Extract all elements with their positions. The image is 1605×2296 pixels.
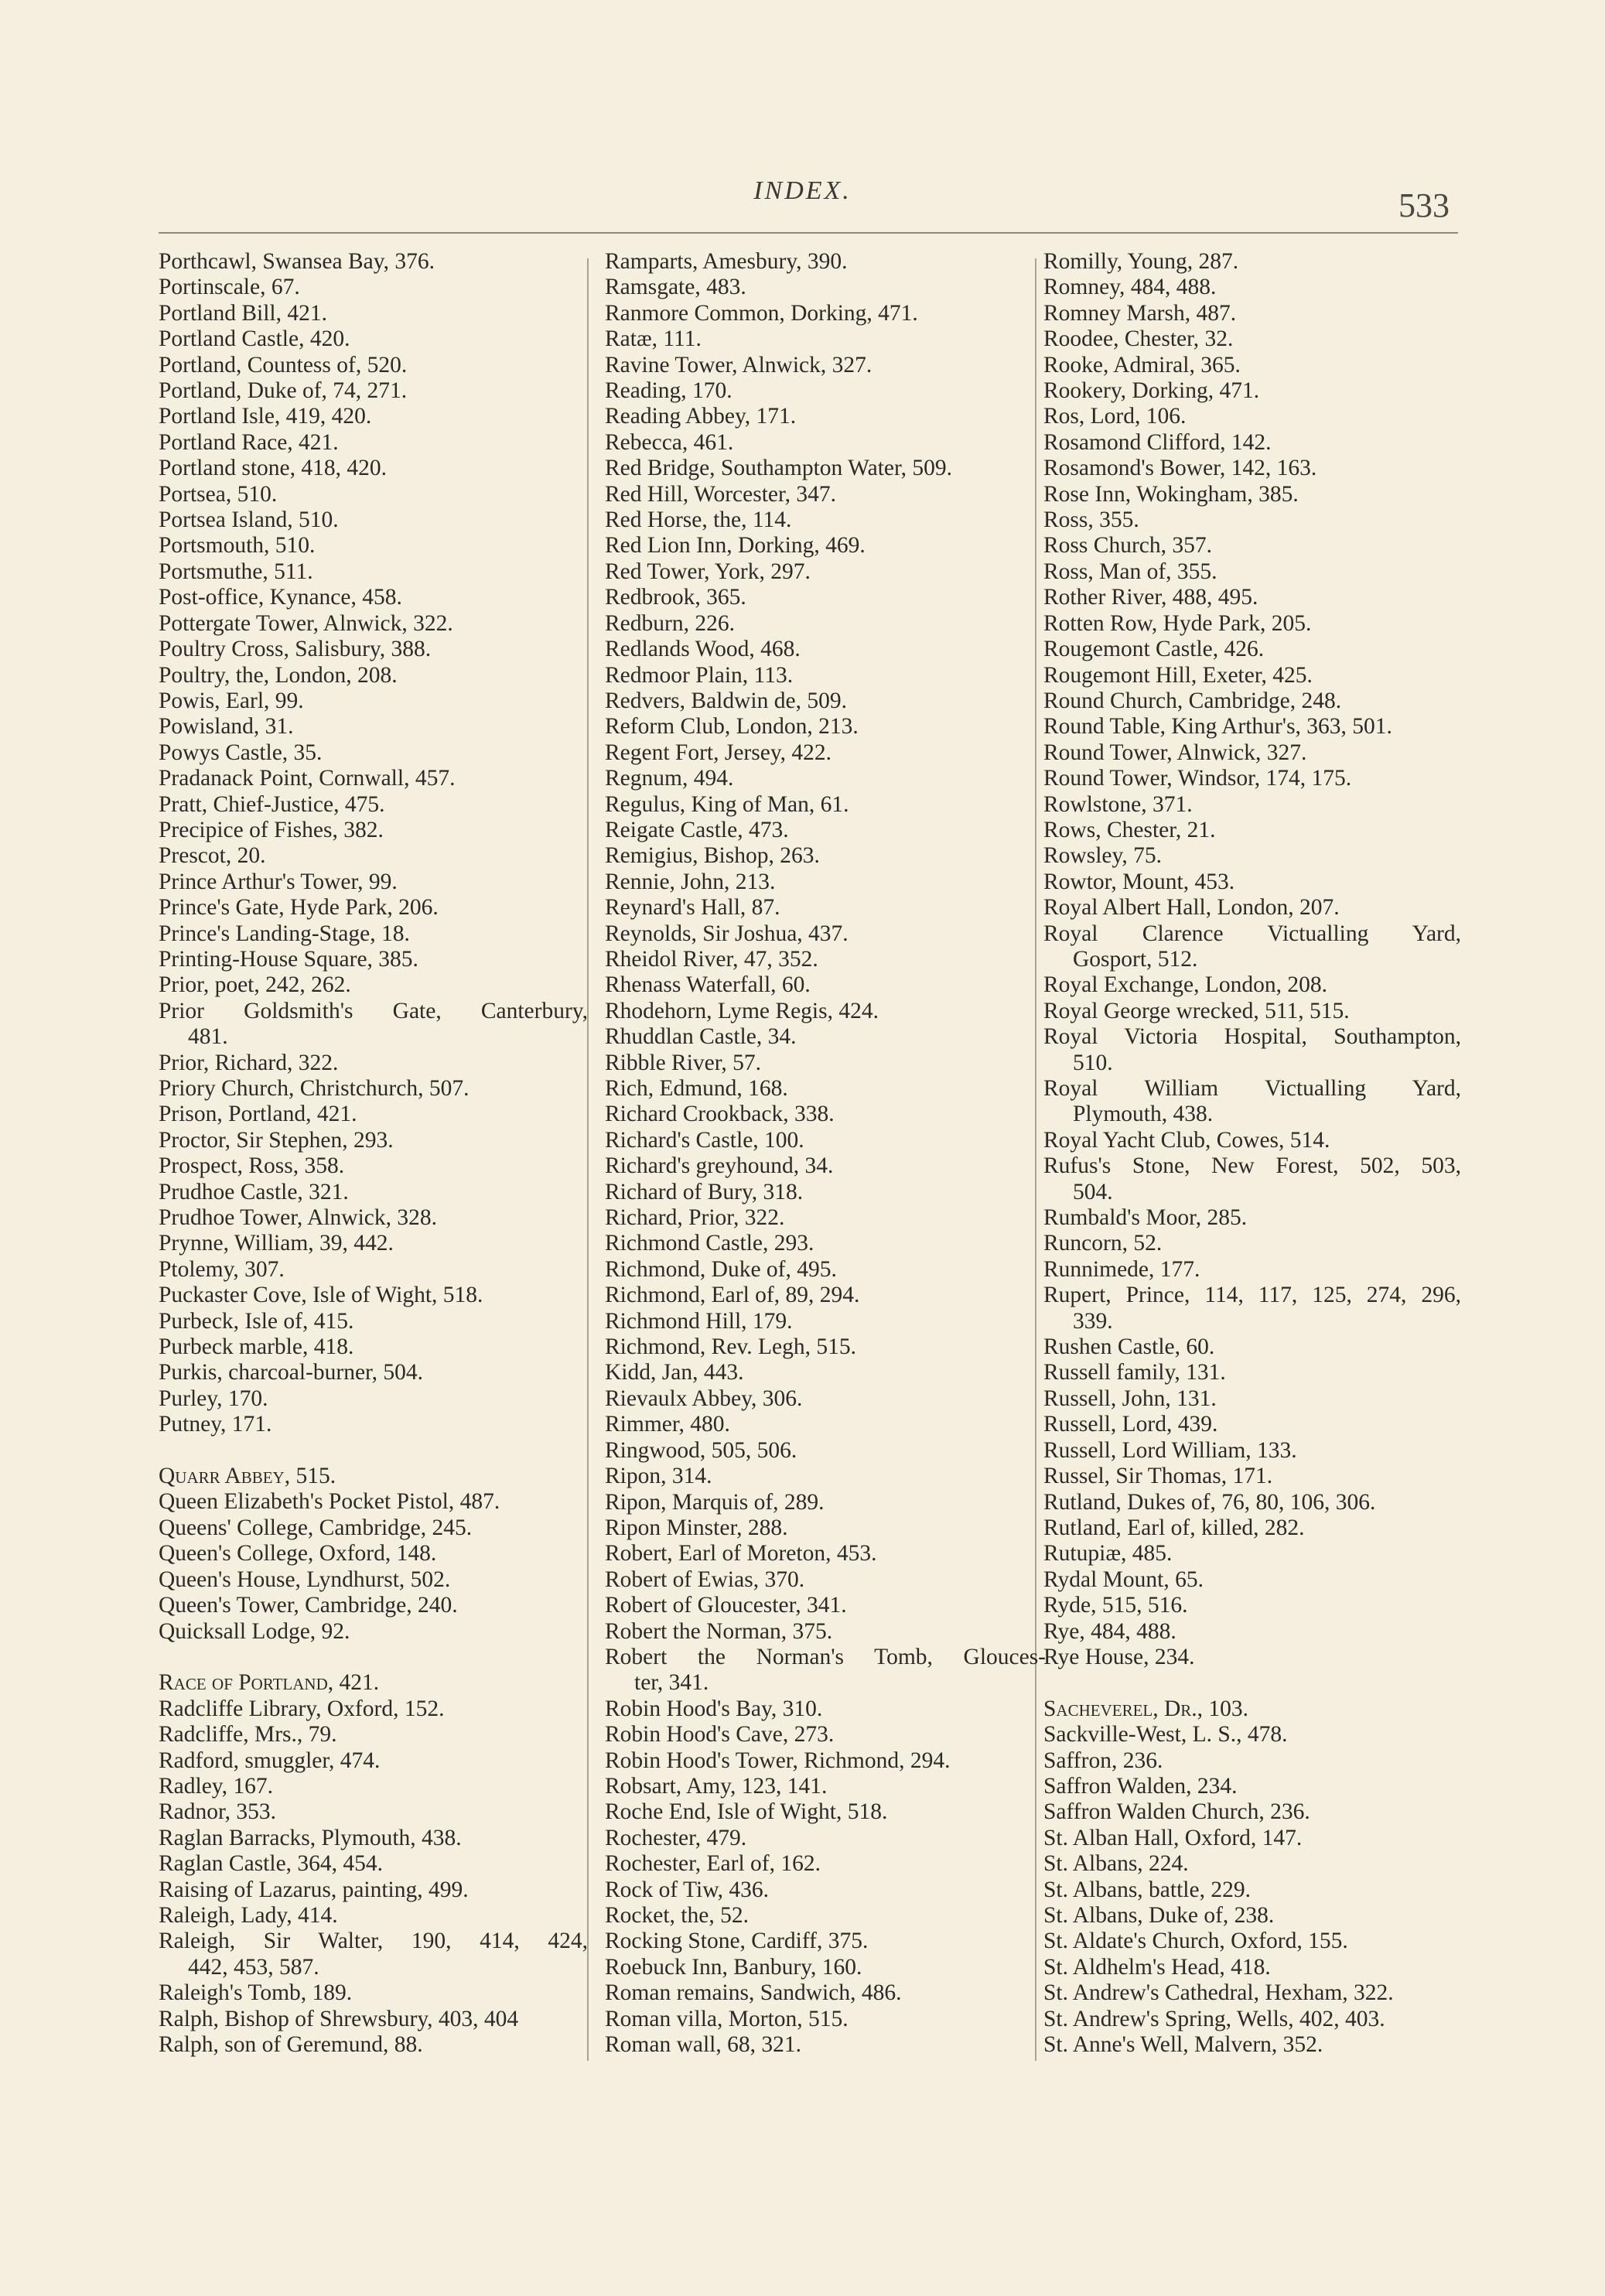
- index-entry: Kidd, Jan, 443.: [605, 1360, 744, 1385]
- index-entry: Rhodehorn, Lyme Regis, 424.: [605, 998, 879, 1023]
- index-entry: Robert of Ewias, 370.: [605, 1567, 805, 1592]
- index-entry: Raglan Castle, 364, 454.: [159, 1851, 384, 1877]
- index-entry: Purbeck, Isle of, 415.: [159, 1308, 354, 1334]
- index-entry: Red Horse, the, 114.: [605, 507, 792, 533]
- index-entry: Radcliffe Library, Oxford, 152.: [159, 1696, 445, 1721]
- index-entry: Redmoor Plain, 113.: [605, 662, 794, 688]
- index-entry: Robert, Earl of Moreton, 453.: [605, 1541, 877, 1567]
- index-entry: Quicksall Lodge, 92.: [159, 1618, 350, 1644]
- index-entry: Rebecca, 461.: [605, 429, 734, 455]
- index-entry: Richard of Bury, 318.: [605, 1179, 804, 1204]
- index-entry: Rougemont Hill, Exeter, 425.: [1043, 662, 1313, 688]
- index-entry: Romilly, Young, 287.: [1043, 249, 1239, 274]
- index-entry: Rosamond Clifford, 142.: [1043, 429, 1272, 455]
- index-entry: Rydal Mount, 65.: [1043, 1567, 1204, 1592]
- index-entry: Red Hill, Worcester, 347.: [605, 481, 837, 507]
- index-entry: Ravine Tower, Alnwick, 327.: [605, 352, 873, 378]
- index-entry: Ripon, 314.: [605, 1464, 712, 1489]
- index-entry: Portland, Countess of, 520.: [159, 352, 408, 378]
- index-entry: Redburn, 226.: [605, 610, 735, 636]
- index-entry: Remigius, Bishop, 263.: [605, 843, 820, 869]
- index-entry: Portsmuthe, 511.: [159, 559, 313, 584]
- index-entry: Portland Castle, 420.: [159, 326, 350, 352]
- running-head-title: INDEX.: [753, 176, 852, 205]
- index-entry: Proctor, Sir Stephen, 293.: [159, 1127, 394, 1153]
- index-entry: Rookery, Dorking, 471.: [1043, 378, 1260, 404]
- index-entry: Portland, Duke of, 74, 271.: [159, 378, 408, 404]
- index-entry: Radnor, 353.: [159, 1799, 277, 1825]
- index-entry: Rutupiæ, 485.: [1043, 1541, 1173, 1567]
- index-entry: Rosamond's Bower, 142, 163.: [1043, 456, 1317, 481]
- index-entry: Ptolemy, 307.: [159, 1256, 285, 1282]
- index-entry: Round Church, Cambridge, 248.: [1043, 688, 1342, 713]
- index-entry: Ramsgate, 483.: [605, 275, 746, 300]
- index-entry: Prison, Portland, 421.: [159, 1102, 357, 1127]
- index-entry: Queens' College, Cambridge, 245.: [159, 1515, 473, 1540]
- index-entry: Ranmore Common, Dorking, 471.: [605, 300, 918, 326]
- index-entry: 339.: [1073, 1308, 1113, 1334]
- index-entry: St. Anne's Well, Malvern, 352.: [1043, 2032, 1323, 2058]
- index-entry: Rocking Stone, Cardiff, 375.: [605, 1929, 869, 1954]
- index-entry: Robert the Norman's Tomb, Glouces-: [605, 1644, 1046, 1669]
- index-entry: Ross Church, 357.: [1043, 533, 1212, 559]
- index-entry: Powisland, 31.: [159, 714, 294, 740]
- index-entry: Rhuddlan Castle, 34.: [605, 1024, 797, 1050]
- index-entry: Sackville-West, L. S., 478.: [1043, 1722, 1288, 1748]
- index-entry: Regnum, 494.: [605, 766, 734, 791]
- index-entry: Precipice of Fishes, 382.: [159, 817, 384, 842]
- index-entry: Ross, Man of, 355.: [1043, 559, 1217, 584]
- index-entry: 481.: [188, 1024, 228, 1050]
- index-column-2: [605, 249, 1046, 2058]
- index-entry: Reading Abbey, 171.: [605, 404, 797, 429]
- index-entry: Rowsley, 75.: [1043, 843, 1162, 869]
- index-entry: Prospect, Ross, 358.: [159, 1153, 345, 1179]
- index-entry: Rose Inn, Wokingham, 385.: [1043, 481, 1299, 507]
- index-entry: Rievaulx Abbey, 306.: [605, 1385, 803, 1411]
- index-entry: Raglan Barracks, Plymouth, 438.: [159, 1825, 462, 1850]
- index-entry: Powis, Earl, 99.: [159, 688, 304, 713]
- index-entry: Roman remains, Sandwich, 486.: [605, 1980, 902, 2006]
- index-entry: Round Tower, Windsor, 174, 175.: [1043, 766, 1352, 791]
- index-entry: Prince Arthur's Tower, 99.: [159, 869, 398, 894]
- index-entry: Richmond Castle, 293.: [605, 1231, 814, 1256]
- index-entry: Prior, Richard, 322.: [159, 1050, 339, 1075]
- index-entry: Queen's College, Oxford, 148.: [159, 1541, 437, 1567]
- index-entry: Portsea Island, 510.: [159, 507, 339, 533]
- header-rule: [159, 232, 1458, 234]
- index-entry: Ross, 355.: [1043, 507, 1139, 533]
- index-entry: Richard, Prior, 322.: [605, 1205, 785, 1231]
- index-entry: Prescot, 20.: [159, 843, 266, 869]
- index-entry: Queen Elizabeth's Pocket Pistol, 487.: [159, 1489, 500, 1515]
- index-entry: Radley, 167.: [159, 1773, 274, 1799]
- index-entry: Race of Portland, 421.: [159, 1670, 380, 1696]
- index-entry: Reynolds, Sir Joshua, 437.: [605, 921, 849, 946]
- index-entry: Ramparts, Amesbury, 390.: [605, 249, 848, 274]
- index-entry: ter, 341.: [634, 1670, 709, 1696]
- index-entry: Rufus's Stone, New Forest, 502, 503,: [1043, 1153, 1461, 1179]
- index-entry: Portsmouth, 510.: [159, 533, 316, 559]
- index-entry: Rye House, 234.: [1043, 1644, 1195, 1669]
- index-entry: Royal Victoria Hospital, Southampton,: [1043, 1024, 1461, 1050]
- index-entry: Richmond Hill, 179.: [605, 1308, 793, 1334]
- index-entry: Redlands Wood, 468.: [605, 637, 801, 662]
- index-entry: Portsea, 510.: [159, 481, 278, 507]
- index-entry: Russell, Lord William, 133.: [1043, 1437, 1297, 1463]
- index-entry: Rochester, Earl of, 162.: [605, 1851, 821, 1877]
- index-entry: Pradanack Point, Cornwall, 457.: [159, 766, 456, 791]
- index-entry: Royal Albert Hall, London, 207.: [1043, 895, 1340, 921]
- index-entry: Regulus, King of Man, 61.: [605, 791, 849, 817]
- index-entry: Rocket, the, 52.: [605, 1903, 749, 1928]
- index-entry: Runnimede, 177.: [1043, 1256, 1200, 1282]
- index-entry: Roman wall, 68, 321.: [605, 2032, 802, 2058]
- index-entry: St. Aldhelm's Head, 418.: [1043, 1954, 1271, 1980]
- index-entry: Redvers, Baldwin de, 509.: [605, 688, 847, 713]
- index-entry: Russell, Lord, 439.: [1043, 1412, 1218, 1437]
- index-entry: Roman villa, Morton, 515.: [605, 2006, 849, 2031]
- index-entry: Ratæ, 111.: [605, 326, 702, 352]
- index-entry: Raleigh, Sir Walter, 190, 414, 424,: [159, 1929, 588, 1954]
- index-entry: Raleigh's Tomb, 189.: [159, 1980, 353, 2006]
- index-entry: Romney Marsh, 487.: [1043, 300, 1237, 326]
- index-entry: St. Andrew's Cathedral, Hexham, 322.: [1043, 1980, 1394, 2006]
- index-entry: Rutland, Earl of, killed, 282.: [1043, 1515, 1305, 1540]
- index-entry: Red Lion Inn, Dorking, 469.: [605, 533, 866, 559]
- index-entry: Prince's Gate, Hyde Park, 206.: [159, 895, 439, 921]
- index-column-3: [1043, 249, 1461, 2058]
- index-entry: Puckaster Cove, Isle of Wight, 518.: [159, 1283, 483, 1308]
- index-entry: Rochester, 479.: [605, 1825, 747, 1850]
- index-entry: Rupert, Prince, 114, 117, 125, 274, 296,: [1043, 1283, 1461, 1308]
- index-entry: St. Albans, battle, 229.: [1043, 1877, 1251, 1902]
- index-entry: 504.: [1073, 1179, 1113, 1204]
- index-entry: Plymouth, 438.: [1073, 1102, 1214, 1127]
- index-entry: Royal Yacht Club, Cowes, 514.: [1043, 1127, 1330, 1153]
- index-entry: Prynne, William, 39, 442.: [159, 1231, 394, 1256]
- index-entry: Prince's Landing-Stage, 18.: [159, 921, 410, 946]
- index-entry: Priory Church, Christchurch, 507.: [159, 1076, 470, 1101]
- index-entry: Rimmer, 480.: [605, 1412, 730, 1437]
- index-entry: Raising of Lazarus, painting, 499.: [159, 1877, 469, 1902]
- index-entry: Rows, Chester, 21.: [1043, 817, 1216, 842]
- index-entry: Queen's House, Lyndhurst, 502.: [159, 1567, 451, 1592]
- index-entry: Romney, 484, 488.: [1043, 275, 1217, 300]
- index-entry: Prudhoe Castle, 321.: [159, 1179, 349, 1204]
- index-entry: Portland stone, 418, 420.: [159, 456, 387, 481]
- index-entry: Roodee, Chester, 32.: [1043, 326, 1234, 352]
- index-entry: Putney, 171.: [159, 1412, 272, 1437]
- index-entry: Rock of Tiw, 436.: [605, 1877, 770, 1902]
- index-entry: Rutland, Dukes of, 76, 80, 106, 306.: [1043, 1489, 1376, 1515]
- index-entry: Ringwood, 505, 506.: [605, 1437, 797, 1463]
- index-entry: Prudhoe Tower, Alnwick, 328.: [159, 1205, 438, 1231]
- index-entry: Rougemont Castle, 426.: [1043, 637, 1265, 662]
- index-entry: Rotten Row, Hyde Park, 205.: [1043, 610, 1312, 636]
- index-entry: Russell family, 131.: [1043, 1360, 1226, 1385]
- index-entry: Rich, Edmund, 168.: [605, 1076, 788, 1101]
- index-entry: Ralph, son of Geremund, 88.: [159, 2032, 423, 2057]
- index-entry: Rye, 484, 488.: [1043, 1618, 1176, 1644]
- index-entry: Sacheverel, Dr., 103.: [1043, 1696, 1249, 1721]
- index-entry: Portland Race, 421.: [159, 429, 339, 455]
- index-entry: Roebuck Inn, Banbury, 160.: [605, 1954, 862, 1980]
- index-entry: Red Tower, York, 297.: [605, 559, 811, 584]
- index-entry: Radford, smuggler, 474.: [159, 1748, 381, 1773]
- index-entry: Redbrook, 365.: [605, 585, 746, 610]
- index-entry: Reigate Castle, 473.: [605, 817, 789, 842]
- index-entry: Saffron Walden, 234.: [1043, 1773, 1238, 1799]
- index-entry: Robert the Norman, 375.: [605, 1618, 833, 1644]
- index-entry: Rhenass Waterfall, 60.: [605, 972, 811, 998]
- index-entry: Rowlstone, 371.: [1043, 791, 1193, 817]
- index-entry: Radcliffe, Mrs., 79.: [159, 1722, 337, 1748]
- index-entry: Portland Bill, 421.: [159, 300, 327, 326]
- index-entry: Royal Exchange, London, 208.: [1043, 972, 1328, 998]
- index-entry: Ripon, Marquis of, 289.: [605, 1489, 825, 1515]
- index-entry: Gosport, 512.: [1073, 946, 1198, 972]
- index-entry: Rowtor, Mount, 453.: [1043, 869, 1235, 894]
- index-entry: Poultry, the, London, 208.: [159, 662, 398, 688]
- index-entry: Quarr Abbey, 515.: [159, 1464, 336, 1489]
- index-entry: Royal George wrecked, 511, 515.: [1043, 998, 1350, 1023]
- index-entry: Regent Fort, Jersey, 422.: [605, 740, 832, 765]
- index-entry: Royal William Victualling Yard,: [1043, 1076, 1461, 1101]
- index-entry: Purley, 170.: [159, 1385, 268, 1411]
- index-entry: Poultry Cross, Salisbury, 388.: [159, 637, 432, 662]
- index-entry: Rushen Castle, 60.: [1043, 1334, 1215, 1360]
- index-entry: Post-office, Kynance, 458.: [159, 585, 402, 610]
- index-entry: Red Bridge, Southampton Water, 509.: [605, 456, 952, 481]
- index-entry: Reform Club, London, 213.: [605, 714, 859, 740]
- index-entry: Prior Goldsmith's Gate, Canterbury,: [159, 998, 588, 1023]
- index-column-1: [159, 249, 588, 2058]
- index-entry: Richmond, Earl of, 89, 294.: [605, 1283, 860, 1308]
- index-entry: Robsart, Amy, 123, 141.: [605, 1773, 828, 1799]
- index-entry: Powys Castle, 35.: [159, 740, 323, 765]
- index-entry: Richard's Castle, 100.: [605, 1127, 804, 1153]
- index-entry: Portland Isle, 419, 420.: [159, 404, 372, 429]
- index-entry: Portinscale, 67.: [159, 275, 300, 300]
- index-entry: Raleigh, Lady, 414.: [159, 1902, 338, 1928]
- index-entry: Roche End, Isle of Wight, 518.: [605, 1799, 888, 1825]
- index-entry: Ribble River, 57.: [605, 1050, 762, 1075]
- index-entry: Rumbald's Moor, 285.: [1043, 1205, 1248, 1231]
- index-entry: Richmond, Duke of, 495.: [605, 1256, 837, 1282]
- index-entry: Runcorn, 52.: [1043, 1231, 1163, 1256]
- index-entry: Ryde, 515, 516.: [1043, 1593, 1188, 1618]
- index-entry: St. Andrew's Spring, Wells, 402, 403.: [1043, 2006, 1385, 2031]
- index-entry: Purkis, charcoal-burner, 504.: [159, 1360, 424, 1385]
- index-entry: Porthcawl, Swansea Bay, 376.: [159, 249, 435, 274]
- index-entry: Rennie, John, 213.: [605, 869, 776, 894]
- index-entry: 442, 453, 587.: [188, 1954, 319, 1980]
- index-entry: St. Albans, Duke of, 238.: [1043, 1902, 1275, 1928]
- index-entry: Round Tower, Alnwick, 327.: [1043, 740, 1307, 765]
- index-entry: St. Albans, 224.: [1043, 1851, 1189, 1877]
- index-entry: Robin Hood's Bay, 310.: [605, 1696, 823, 1721]
- index-entry: Ralph, Bishop of Shrewsbury, 403, 404: [159, 2006, 519, 2031]
- index-entry: Richard Crookback, 338.: [605, 1102, 835, 1127]
- index-entry: Ros, Lord, 106.: [1043, 404, 1187, 429]
- index-entry: Richmond, Rev. Legh, 515.: [605, 1334, 857, 1360]
- index-entry: Russel, Sir Thomas, 171.: [1043, 1464, 1273, 1489]
- index-entry: Royal Clarence Victualling Yard,: [1043, 921, 1461, 946]
- index-entry: Purbeck marble, 418.: [159, 1334, 354, 1360]
- index-entry: Russell, John, 131.: [1043, 1385, 1217, 1411]
- index-entry: Queen's Tower, Cambridge, 240.: [159, 1593, 458, 1618]
- index-entry: Rother River, 488, 495.: [1043, 585, 1258, 610]
- index-entry: Saffron Walden Church, 236.: [1043, 1799, 1310, 1825]
- index-entry: Saffron, 236.: [1043, 1748, 1163, 1773]
- index-entry: St. Aldate's Church, Oxford, 155.: [1043, 1929, 1348, 1954]
- index-entry: Robin Hood's Tower, Richmond, 294.: [605, 1748, 951, 1773]
- index-entry: Pratt, Chief-Justice, 475.: [159, 791, 385, 817]
- index-entry: Robert of Gloucester, 341.: [605, 1593, 847, 1618]
- index-entry: Ripon Minster, 288.: [605, 1515, 788, 1540]
- index-entry: St. Alban Hall, Oxford, 147.: [1043, 1825, 1303, 1850]
- index-entry: Richard's greyhound, 34.: [605, 1153, 834, 1179]
- index-entry: Printing-House Square, 385.: [159, 946, 418, 972]
- index-entry: Pottergate Tower, Alnwick, 322.: [159, 610, 453, 636]
- index-entry: Robin Hood's Cave, 273.: [605, 1722, 835, 1748]
- index-entry: Rooke, Admiral, 365.: [1043, 352, 1241, 378]
- page-number: 533: [1398, 186, 1450, 224]
- index-entry: Round Table, King Arthur's, 363, 501.: [1043, 714, 1392, 740]
- index-entry: Prior, poet, 242, 262.: [159, 972, 351, 998]
- index-entry: Reynard's Hall, 87.: [605, 895, 780, 921]
- index-entry: 510.: [1073, 1050, 1113, 1075]
- index-entry: Rheidol River, 47, 352.: [605, 946, 818, 972]
- index-entry: Reading, 170.: [605, 378, 732, 404]
